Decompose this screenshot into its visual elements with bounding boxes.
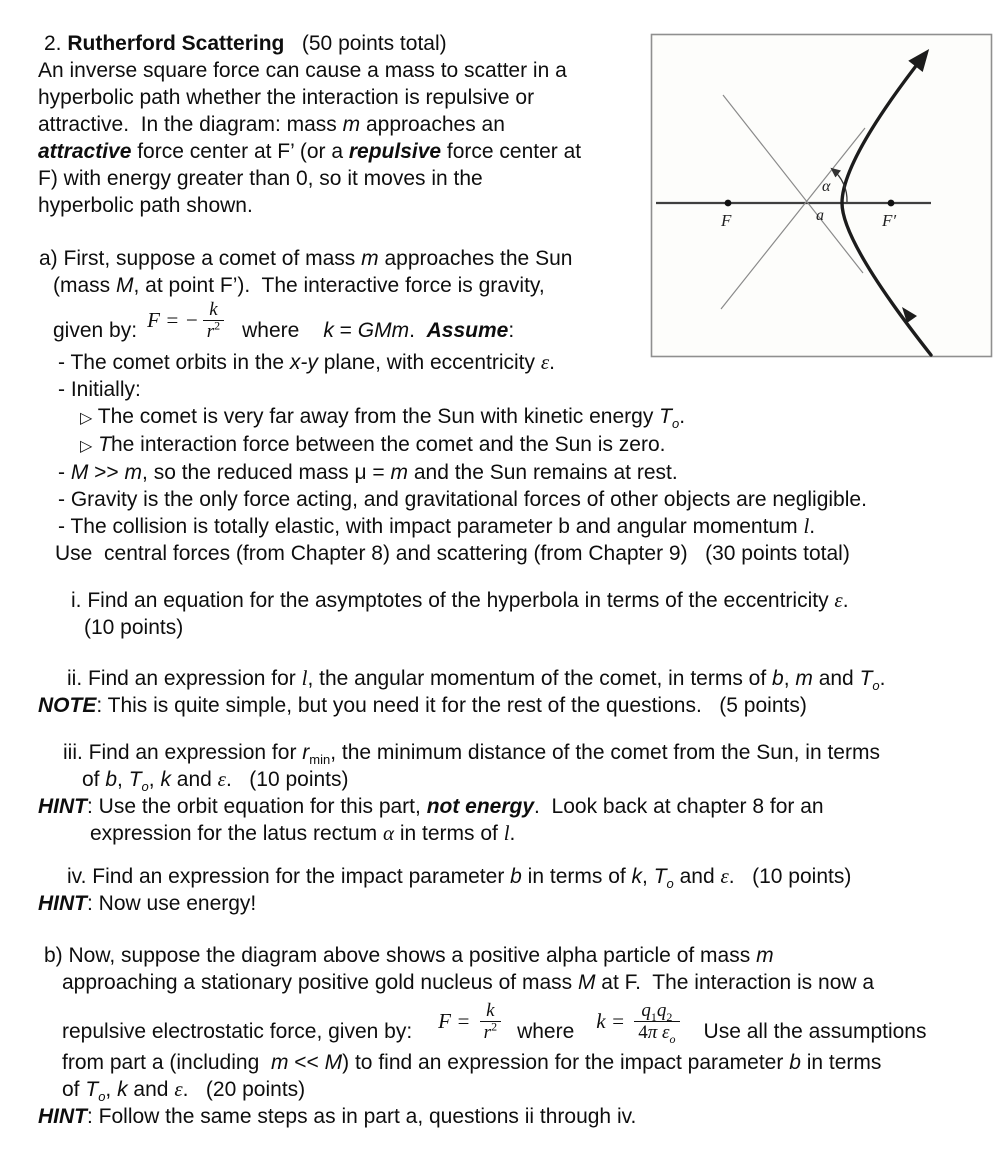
text-segment: An inverse square force can cause a mass to scatter in a	[38, 59, 567, 82]
fraction-denominator: 4π $\varepsilon_o$	[638, 1022, 676, 1046]
question-i	[71, 587, 998, 614]
force-symbol: F	[147, 308, 160, 332]
assumption-gravity-only	[58, 486, 998, 513]
text-segment: HINT	[38, 1105, 87, 1128]
text-segment: k	[117, 1078, 128, 1101]
equals-sign: =	[605, 1009, 631, 1033]
text-segment: ε	[540, 350, 550, 374]
assumptions-block	[40, 349, 998, 567]
text-segment: M	[70, 461, 89, 484]
text-segment: .	[879, 667, 886, 690]
alpha-angle-label: α	[822, 178, 831, 195]
intro-line-2	[38, 84, 998, 111]
question-i-points	[84, 614, 998, 641]
part-b-rest-block	[40, 1049, 998, 1130]
coulomb-constant-formula	[596, 1000, 679, 1046]
text-segment: ,	[642, 865, 654, 888]
force-symbol: F	[438, 1009, 451, 1033]
equals-minus: = −	[159, 308, 199, 332]
text-segment: in terms of	[521, 865, 632, 888]
text-segment: NOTE	[38, 694, 97, 717]
part-b-line-3	[62, 1049, 998, 1076]
text-segment: of	[62, 1078, 86, 1101]
part-a-line-2	[53, 272, 998, 299]
text-segment: x-y	[289, 351, 318, 374]
text-segment: M	[577, 971, 596, 994]
text-segment: , the minimum distance of the comet from the Sun, in terms	[330, 741, 880, 764]
text-segment: The comet is very far away from the Sun with kinetic energy	[92, 405, 660, 428]
text-segment: at F. The interaction is now a	[595, 971, 875, 994]
text-segment: M	[116, 274, 134, 297]
vertex-distance-label: a	[816, 207, 824, 224]
text-segment: . (10 points)	[225, 768, 349, 791]
question-ii	[67, 665, 998, 692]
text-segment: b	[105, 768, 118, 791]
where-label: where	[517, 1020, 575, 1043]
text-segment: (mass	[53, 274, 116, 297]
text-segment: repulsive	[348, 140, 442, 163]
fraction-numerator: k	[486, 1000, 495, 1021]
fraction-denominator: $r^2$	[206, 318, 221, 342]
text-segment: o	[672, 416, 680, 432]
text-segment: HINT	[38, 892, 87, 915]
focus-F-label: F	[721, 211, 732, 230]
text-segment: r	[302, 741, 310, 764]
assumption-orbit-plane	[58, 349, 998, 376]
given-by-label: given by:	[53, 319, 138, 342]
text-segment: .	[842, 589, 849, 612]
text-segment: - The comet orbits in the	[58, 351, 290, 374]
text-segment: m	[270, 1051, 289, 1074]
intro-block	[40, 30, 998, 219]
text-segment: approaching a stationary positive gold nucleus of mass	[62, 971, 578, 994]
question-iii-cont	[82, 766, 998, 793]
text-segment: ε	[217, 767, 226, 791]
text-segment: : Use the orbit equation for this part,	[87, 795, 427, 818]
text-segment: k	[160, 768, 171, 791]
problem-text	[0, 30, 998, 1130]
text-segment: m	[342, 113, 361, 136]
equals-sign: =	[451, 1009, 476, 1033]
part-a-lead-block	[40, 245, 998, 299]
intro-line-5	[38, 165, 998, 192]
part-b-line-1	[44, 942, 998, 969]
text-segment: T	[128, 768, 142, 791]
k-symbol: k	[596, 1009, 606, 1033]
text-segment: m	[124, 461, 143, 484]
focus-F-prime-label: F′	[882, 211, 897, 230]
text-segment: .	[809, 515, 816, 538]
text-segment: T	[653, 865, 667, 888]
where-label: where	[242, 319, 300, 342]
text-segment: o	[666, 876, 674, 892]
use-assumptions-text: Use all the assumptions	[703, 1020, 927, 1043]
text-segment: iii. Find an expression for	[63, 741, 303, 764]
text-segment: . (10 points)	[728, 865, 852, 888]
question-iii	[63, 739, 998, 766]
text-segment: hyperbolic path shown.	[38, 194, 253, 217]
questions-block	[40, 587, 998, 917]
gravity-equation-row	[53, 301, 998, 344]
text-segment: approaches an	[360, 113, 505, 136]
text-segment: and	[812, 667, 860, 690]
question-iv-hint	[38, 890, 998, 917]
text-segment: - Gravity is the only force acting, and gravitational forces of other objects are negligible.	[58, 488, 867, 511]
question-iv	[67, 863, 998, 890]
assumption-reduced-mass	[58, 459, 998, 486]
text-segment: (10 points)	[84, 616, 184, 639]
intro-line-1	[38, 57, 998, 84]
text-segment: he interaction force between the comet and the Sun is zero.	[110, 433, 666, 456]
fraction	[634, 1000, 679, 1046]
text-segment: ) to find an expression for the impact parameter	[342, 1051, 790, 1074]
question-iii-hint-cont	[90, 820, 998, 847]
question-iii-hint	[38, 793, 998, 820]
text-segment: and	[127, 1078, 175, 1101]
text-segment: of	[82, 768, 106, 791]
k-definition: k = GMm. Assume:	[323, 319, 515, 342]
text-segment: , at point F’). The interactive force is gravity,	[133, 274, 545, 297]
text-segment: hyperbolic path whether the interaction is repulsive or	[38, 86, 535, 109]
text-segment: : Follow the same steps as in part a, questions ii through iv.	[87, 1105, 637, 1128]
text-segment: m	[390, 461, 409, 484]
fraction-numerator: k	[209, 299, 218, 320]
coulomb-equation-row	[62, 1002, 998, 1045]
text-segment: ,	[117, 768, 129, 791]
text-segment: i. Find an equation for the asymptotes of the hyperbola in terms of the eccentricity	[71, 589, 835, 612]
assumption-zero-force	[80, 431, 998, 459]
text-segment: -	[58, 461, 71, 484]
text-segment: and	[673, 865, 721, 888]
part-b-lead-block	[40, 942, 998, 996]
use-chapters-note	[55, 540, 998, 567]
fraction-numerator: $q_1q_2$	[641, 1000, 673, 1024]
gravity-force-formula	[147, 299, 224, 342]
fraction-denominator: $r^2$	[483, 1019, 498, 1043]
repulsive-force-intro: repulsive electrostatic force, given by:	[62, 1020, 413, 1043]
text-segment: l	[503, 821, 510, 845]
text-segment: 2.	[44, 32, 68, 55]
text-segment: T	[659, 405, 672, 428]
arrow-bullet-icon: ▷	[80, 408, 93, 427]
text-segment: o	[141, 779, 149, 795]
text-segment: - Initially:	[58, 378, 141, 401]
text-segment: approaches the Sun	[378, 247, 573, 270]
text-segment: and the Sun remains at rest.	[408, 461, 678, 484]
text-segment: b	[772, 667, 784, 690]
text-segment: α	[382, 821, 394, 845]
text-segment: M	[324, 1051, 343, 1074]
text-segment: Rutherford Scattering	[67, 32, 285, 55]
text-segment: in terms of	[394, 822, 504, 845]
text-segment: min	[309, 752, 331, 768]
text-segment: l	[803, 514, 810, 538]
text-segment: : Now use energy!	[87, 892, 257, 915]
text-segment: plane, with eccentricity	[317, 351, 541, 374]
fraction	[480, 1000, 501, 1043]
text-segment: HINT	[38, 795, 87, 818]
text-segment: b) Now, suppose the diagram above shows a positive alpha particle of mass	[44, 944, 757, 967]
text-segment: >>	[88, 461, 125, 484]
text-segment: m	[756, 944, 774, 967]
assumption-far-away	[80, 403, 998, 431]
text-segment: : This is quite simple, but you need it for the rest of the questions. (5 points)	[96, 694, 807, 717]
text-segment: b	[510, 865, 522, 888]
text-segment: expression for the latus rectum	[90, 822, 383, 845]
text-segment: T	[85, 1078, 99, 1101]
text-segment: k	[631, 865, 643, 888]
text-segment: - The collision is totally elastic, with impact parameter b and angular momentum	[58, 515, 804, 538]
part-b-hint	[38, 1103, 998, 1130]
text-segment: attractive	[38, 140, 132, 163]
text-segment: a) First, suppose a comet of mass	[39, 247, 362, 270]
arrow-bullet-icon: ▷	[80, 436, 93, 455]
part-b-line-4	[62, 1076, 998, 1103]
text-segment: . Look back at chapter 8 for an	[534, 795, 824, 818]
text-segment: ε	[834, 588, 843, 612]
problem-title	[44, 30, 998, 57]
text-segment: not energy	[426, 795, 535, 818]
text-segment: Use central forces (from Chapter 8) and scattering (from Chapter 9) (30 points total)	[55, 542, 850, 565]
text-segment: ,	[783, 667, 796, 690]
text-segment: o	[872, 678, 880, 694]
assumption-elastic	[58, 513, 998, 540]
text-segment: force center at	[441, 140, 582, 163]
question-ii-note	[38, 692, 998, 719]
part-a-line-1	[39, 245, 998, 272]
assumption-initially	[58, 376, 998, 403]
intro-line-3	[38, 111, 998, 138]
text-segment: .	[509, 822, 516, 845]
text-segment: and	[170, 768, 218, 791]
part-b-line-2	[62, 969, 998, 996]
fraction	[203, 299, 224, 342]
intro-line-4	[38, 138, 998, 165]
text-segment: m	[361, 247, 379, 270]
text-segment: iv. Find an expression for the impact parameter	[67, 865, 511, 888]
text-segment: o	[98, 1089, 106, 1105]
text-segment: ,	[148, 768, 161, 791]
coulomb-force-formula	[438, 1000, 501, 1043]
intro-line-6	[38, 192, 998, 219]
text-segment: . (20 points)	[182, 1078, 306, 1101]
text-segment: ε	[720, 864, 729, 888]
text-segment: b	[789, 1051, 801, 1074]
text-segment: F) with energy greater than 0, so it moves in the	[38, 167, 483, 190]
text-segment: T	[98, 433, 111, 456]
text-segment: ii. Find an expression for	[67, 667, 302, 690]
text-segment: , so the reduced mass μ =	[142, 461, 391, 484]
text-segment: <<	[288, 1051, 325, 1074]
text-segment: m	[795, 667, 813, 690]
text-segment: in terms	[800, 1051, 882, 1074]
text-segment: , the angular momentum of the comet, in terms of	[307, 667, 772, 690]
text-segment: .	[679, 405, 686, 428]
text-segment: from part a (including	[62, 1051, 271, 1074]
text-segment: .	[549, 351, 555, 374]
text-segment: (50 points total)	[284, 32, 447, 55]
text-segment: l	[301, 666, 308, 690]
text-segment: T	[859, 667, 873, 690]
text-segment: ,	[105, 1078, 118, 1101]
text-segment: attractive. In the diagram: mass	[38, 113, 343, 136]
text-segment: ε	[174, 1077, 183, 1101]
text-segment: force center at F’ (or a	[131, 140, 349, 163]
